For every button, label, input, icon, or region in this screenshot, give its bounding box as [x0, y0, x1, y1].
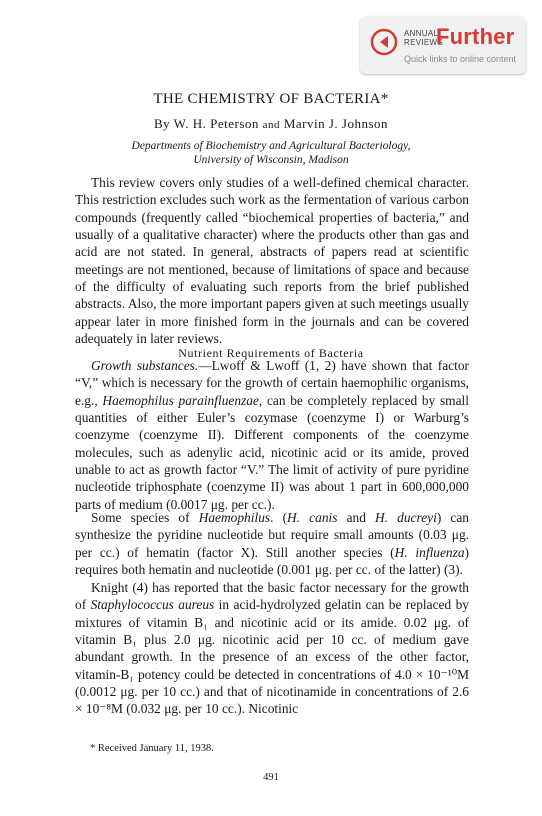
- subsection-lead: Growth substances.: [91, 358, 199, 373]
- paragraph-text: . (: [270, 510, 288, 525]
- paragraph-text: in acid-hydrolyzed gelatin can be replaced by mixtures of vitamin B₁ and nicotinic acid or its amide. 0.02 μg. of vitamin B₁ plus 2.0 μg. nicotinic acid per 10 cc. of medium gave abundant growth. In the presence of an excess of the other factor, vitamin-B₁ potency could be detected in concentrations of 4.0 × 10⁻¹⁰M (0.0012 μg. per 10 cc.) and that of nicotinamide in concentrations of 2.6 × 10⁻⁸M (0.032 μg. per 10 cc.). Nicotinic: [75, 597, 469, 717]
- badge-further-label: Further: [436, 24, 515, 49]
- badge-annual-reviews-label: ANNUAL REVIEWS: [404, 29, 443, 47]
- knight-paragraph: [75, 579, 469, 718]
- paragraph-text: Knight (4) has reported that the basic factor necessary for the growth of: [75, 580, 469, 613]
- author-line: [80, 116, 462, 132]
- paragraph-text: , can be completely replaced by small quantities of either Euler’s cozymase (coenzyme I) or Warburg’s coenzyme (coenzyme II). Different components of the coenzyme molecules, such as adenylic acid, nicotinic acid or its amide, proved unable to act as growth factor “V.” The limit of activity of pure pyridine nucleotide triphosphate (coenzyme II) was about 1 part in 600,000,000 parts of medium (0.0017 μg. per cc.).: [75, 392, 469, 512]
- species-name: H. canis: [287, 510, 338, 525]
- species-name: Haemophilus: [198, 510, 271, 525]
- paragraph-text: ) can synthesize the pyridine nucleotide but require small amounts (0.03 μg. per cc.) of hematin (factor X). Still another species (: [75, 510, 469, 560]
- received-footnote: * Received January 11, 1938.: [90, 743, 214, 754]
- species-name: Staphylococcus aureus: [90, 597, 215, 613]
- paragraph-text: ) requires both hematin and nucleotide (0.001 μg. per cc. of the latter) (3).: [75, 544, 469, 578]
- paragraph-text: and: [337, 510, 376, 525]
- growth-substances-paragraph: [75, 357, 469, 513]
- author-and: and: [262, 119, 281, 131]
- play-circle-icon: [370, 28, 398, 56]
- article-title: THE CHEMISTRY OF BACTERIA*: [153, 91, 389, 107]
- species-name: H. ducreyi: [375, 510, 437, 525]
- dept-line-1: Departments of Biochemistry and Agricultural Bacteriology,: [131, 140, 411, 152]
- department-affiliation: [80, 139, 462, 167]
- section-heading: Nutrient Requirements of Bacteria: [178, 346, 364, 360]
- page-number: 491: [263, 772, 279, 783]
- badge-subtitle: Quick links to online content: [404, 54, 517, 64]
- further-badge[interactable]: [360, 16, 526, 74]
- species-name: H. influenza: [394, 544, 465, 560]
- species-name: Haemophilus parainfluenzae: [102, 392, 259, 408]
- haemophilus-paragraph: [75, 509, 469, 578]
- author-by: By: [153, 116, 171, 131]
- intro-paragraph: This review covers only studies of a well-defined chemical character. This restriction excludes such work as the fermentation of various carbon compounds (frequently called “biochemical properties of bacteria,” and usually of a qualitative character) where the products other than gas and acid are not stated. In general, abstracts of papers read at scientific meetings are not mentioned, because of limitations of space and because of the difficulty of evaluating such reports from the brief published abstracts. Also, the more important papers given at such meetings usually appear later in more finished form in the journals and can be covered adequately in later reviews.: [75, 175, 469, 347]
- author-2: Marvin J. Johnson: [283, 116, 389, 131]
- dept-line-2: University of Wisconsin, Madison: [193, 154, 349, 166]
- paragraph-text: —Lwoff & Lwoff (1, 2) have shown that factor “V,” which is necessary for the growth of certain haemophilic organisms, e.g.,: [75, 358, 469, 408]
- paragraph-text: Some species of: [91, 510, 199, 525]
- author-1: W. H. Peterson: [173, 116, 259, 131]
